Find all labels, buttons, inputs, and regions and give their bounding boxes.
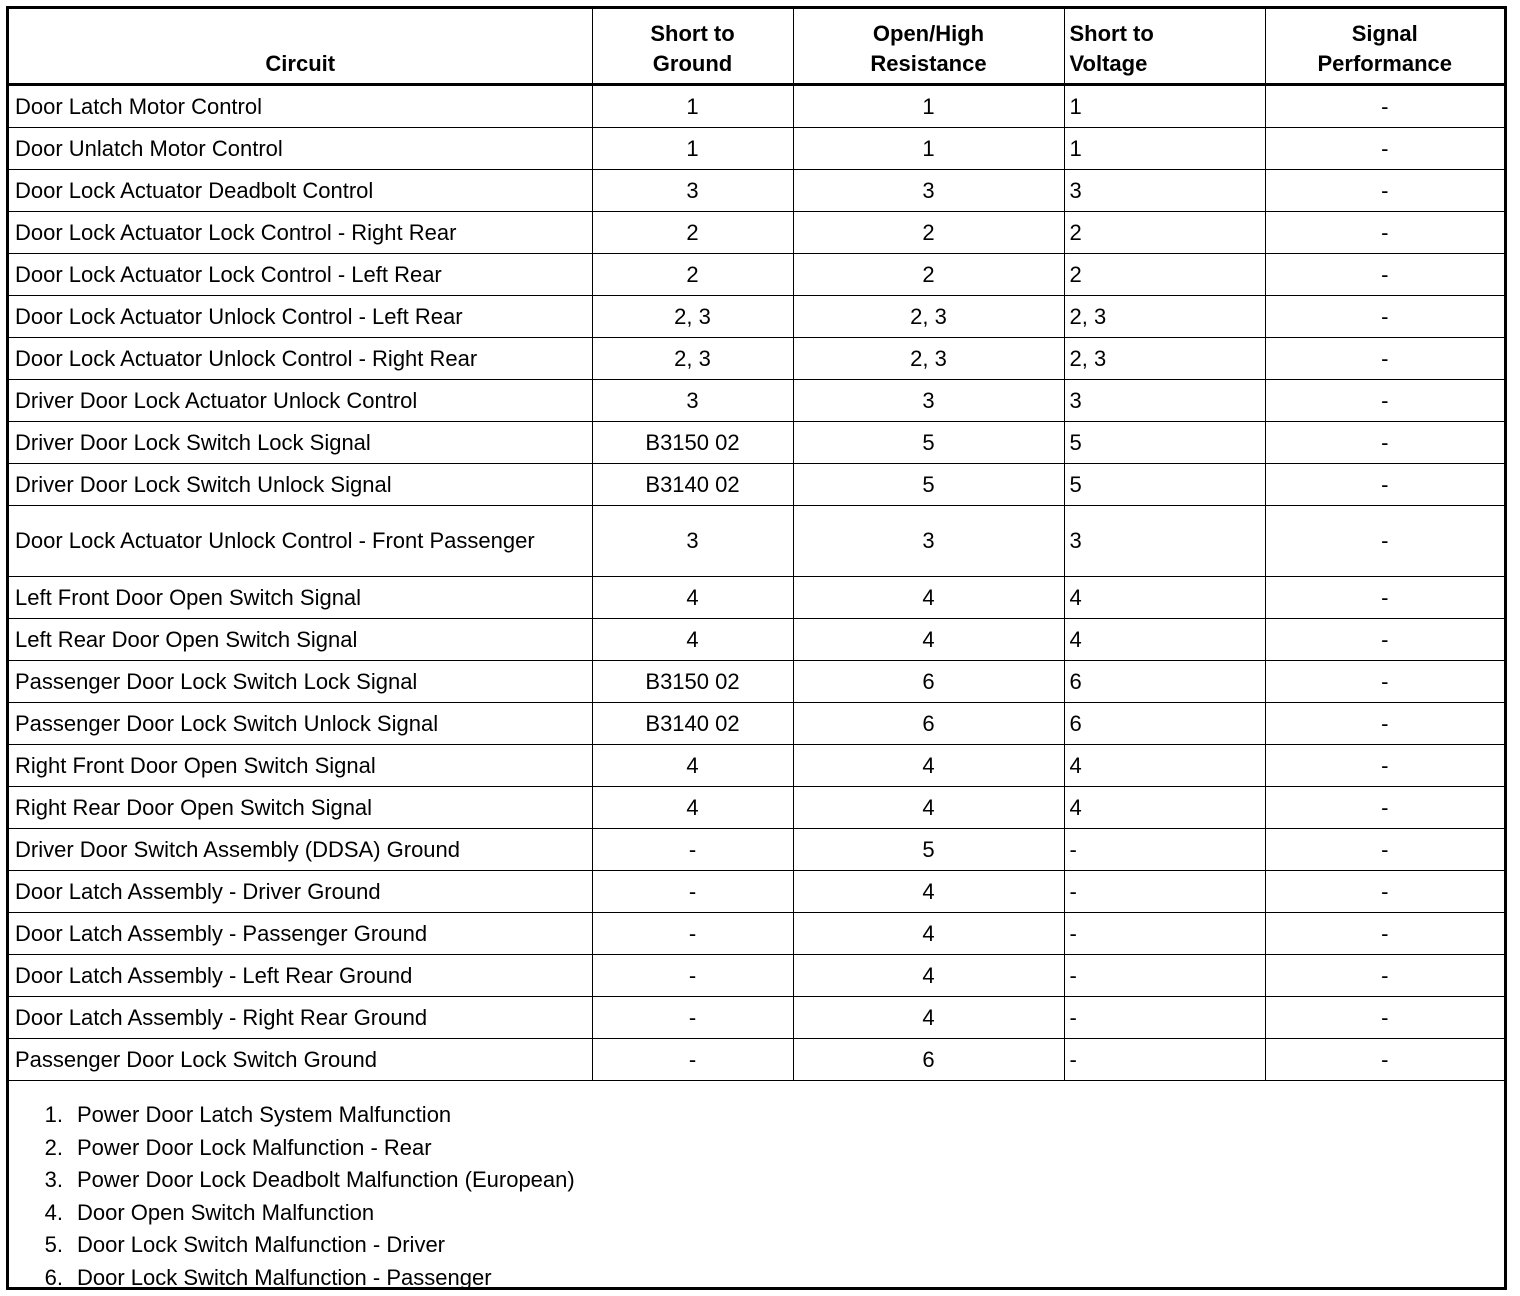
cell-short-to-voltage: 2 xyxy=(1064,212,1265,254)
cell-signal-performance: - xyxy=(1265,212,1504,254)
cell-short-to-ground: - xyxy=(592,1039,793,1081)
footnote-text: Power Door Lock Malfunction - Rear xyxy=(77,1134,432,1160)
footnote-item xyxy=(9,1229,1504,1262)
cell-signal-performance: - xyxy=(1265,745,1504,787)
cell-signal-performance: - xyxy=(1265,170,1504,212)
cell-short-to-ground: 4 xyxy=(592,745,793,787)
cell-open-high-resistance: 4 xyxy=(793,577,1064,619)
table-row xyxy=(9,212,1504,254)
cell-short-to-ground: - xyxy=(592,997,793,1039)
cell-short-to-voltage: - xyxy=(1064,997,1265,1039)
cell-circuit: Door Latch Assembly - Driver Ground xyxy=(9,871,592,913)
cell-circuit: Left Front Door Open Switch Signal xyxy=(9,577,592,619)
cell-short-to-ground: 4 xyxy=(592,787,793,829)
cell-short-to-voltage: 4 xyxy=(1064,745,1265,787)
cell-signal-performance: - xyxy=(1265,703,1504,745)
cell-short-to-voltage: 2, 3 xyxy=(1064,338,1265,380)
table-row xyxy=(9,296,1504,338)
table-row xyxy=(9,703,1504,745)
cell-short-to-ground: - xyxy=(592,829,793,871)
table-row xyxy=(9,955,1504,997)
cell-short-to-voltage: - xyxy=(1064,955,1265,997)
cell-open-high-resistance: 5 xyxy=(793,422,1064,464)
table-row xyxy=(9,661,1504,703)
footnotes-list xyxy=(9,1089,1504,1295)
cell-short-to-voltage: 5 xyxy=(1064,464,1265,506)
cell-open-high-resistance: 2 xyxy=(793,212,1064,254)
cell-short-to-ground: 2 xyxy=(592,212,793,254)
cell-open-high-resistance: 3 xyxy=(793,170,1064,212)
cell-open-high-resistance: 5 xyxy=(793,829,1064,871)
cell-signal-performance: - xyxy=(1265,997,1504,1039)
table-row xyxy=(9,170,1504,212)
cell-short-to-voltage: 2, 3 xyxy=(1064,296,1265,338)
cell-short-to-ground: 1 xyxy=(592,85,793,128)
cell-short-to-ground: B3140 02 xyxy=(592,703,793,745)
cell-circuit: Driver Door Lock Switch Lock Signal xyxy=(9,422,592,464)
cell-circuit: Passenger Door Lock Switch Lock Signal xyxy=(9,661,592,703)
cell-short-to-voltage: - xyxy=(1064,871,1265,913)
table-row xyxy=(9,829,1504,871)
table-row xyxy=(9,128,1504,170)
cell-short-to-voltage: 1 xyxy=(1064,128,1265,170)
table-row xyxy=(9,871,1504,913)
footnote-text: Door Open Switch Malfunction xyxy=(77,1199,375,1225)
cell-short-to-voltage: - xyxy=(1064,829,1265,871)
circuit-diagnostic-table xyxy=(9,9,1504,1081)
footnote-text: Door Lock Switch Malfunction - Driver xyxy=(77,1232,446,1258)
cell-signal-performance: - xyxy=(1265,955,1504,997)
table-row xyxy=(9,338,1504,380)
cell-short-to-ground: B3150 02 xyxy=(592,422,793,464)
table-row xyxy=(9,997,1504,1039)
footnote-number: 6. xyxy=(44,1264,63,1290)
footnote-text: Power Door Latch System Malfunction xyxy=(77,1102,452,1127)
cell-short-to-voltage: 4 xyxy=(1064,577,1265,619)
cell-short-to-ground: 4 xyxy=(592,619,793,661)
cell-signal-performance: - xyxy=(1265,661,1504,703)
cell-signal-performance: - xyxy=(1265,422,1504,464)
cell-open-high-resistance: 4 xyxy=(793,619,1064,661)
cell-circuit: Driver Door Lock Switch Unlock Signal xyxy=(9,464,592,506)
cell-short-to-voltage: 3 xyxy=(1064,170,1265,212)
cell-signal-performance: - xyxy=(1265,1039,1504,1081)
cell-open-high-resistance: 5 xyxy=(793,464,1064,506)
header-short-to-voltage: Short to Voltage xyxy=(1064,9,1265,85)
cell-open-high-resistance: 4 xyxy=(793,871,1064,913)
cell-signal-performance: - xyxy=(1265,338,1504,380)
cell-short-to-voltage: 4 xyxy=(1064,619,1265,661)
table-row xyxy=(9,787,1504,829)
table-row xyxy=(9,380,1504,422)
cell-circuit: Door Unlatch Motor Control xyxy=(9,128,592,170)
cell-open-high-resistance: 2, 3 xyxy=(793,338,1064,380)
cell-short-to-voltage: 6 xyxy=(1064,661,1265,703)
cell-signal-performance: - xyxy=(1265,787,1504,829)
cell-signal-performance: - xyxy=(1265,619,1504,661)
cell-short-to-voltage: 5 xyxy=(1064,422,1265,464)
table-row xyxy=(9,464,1504,506)
footnote-item xyxy=(9,1132,1504,1165)
cell-short-to-voltage: 3 xyxy=(1064,380,1265,422)
cell-open-high-resistance: 4 xyxy=(793,997,1064,1039)
cell-circuit: Door Lock Actuator Deadbolt Control xyxy=(9,170,592,212)
table-row xyxy=(9,506,1504,577)
cell-circuit: Door Latch Assembly - Left Rear Ground xyxy=(9,955,592,997)
cell-circuit: Right Rear Door Open Switch Signal xyxy=(9,787,592,829)
cell-signal-performance: - xyxy=(1265,506,1504,577)
cell-circuit: Passenger Door Lock Switch Ground xyxy=(9,1039,592,1081)
cell-signal-performance: - xyxy=(1265,871,1504,913)
table-row xyxy=(9,1039,1504,1081)
cell-short-to-ground: 2, 3 xyxy=(592,338,793,380)
cell-open-high-resistance: 4 xyxy=(793,913,1064,955)
cell-open-high-resistance: 4 xyxy=(793,955,1064,997)
cell-circuit: Door Lock Actuator Lock Control - Right Rear xyxy=(9,212,592,254)
footnote-item xyxy=(9,1262,1504,1295)
cell-short-to-ground: B3140 02 xyxy=(592,464,793,506)
cell-short-to-ground: 1 xyxy=(592,128,793,170)
cell-circuit: Door Lock Actuator Unlock Control - Front Passenger xyxy=(9,506,592,577)
table-row xyxy=(9,745,1504,787)
cell-signal-performance: - xyxy=(1265,85,1504,128)
cell-short-to-ground: 3 xyxy=(592,170,793,212)
cell-circuit: Door Lock Actuator Lock Control - Left Rear xyxy=(9,254,592,296)
header-row xyxy=(9,9,1504,85)
cell-short-to-ground: 3 xyxy=(592,380,793,422)
footnote-item xyxy=(9,1197,1504,1230)
cell-open-high-resistance: 1 xyxy=(793,128,1064,170)
cell-open-high-resistance: 6 xyxy=(793,661,1064,703)
cell-open-high-resistance: 3 xyxy=(793,506,1064,577)
table-row xyxy=(9,913,1504,955)
cell-open-high-resistance: 6 xyxy=(793,1039,1064,1081)
cell-open-high-resistance: 1 xyxy=(793,85,1064,128)
cell-signal-performance: - xyxy=(1265,380,1504,422)
cell-circuit: Door Latch Motor Control xyxy=(9,85,592,128)
cell-short-to-ground: 3 xyxy=(592,506,793,577)
footnote-number: 3. xyxy=(44,1167,63,1193)
cell-circuit: Door Latch Assembly - Right Rear Ground xyxy=(9,997,592,1039)
cell-signal-performance: - xyxy=(1265,128,1504,170)
cell-signal-performance: - xyxy=(1265,254,1504,296)
footnote-text: Power Door Lock Deadbolt Malfunction (European) xyxy=(77,1167,575,1193)
cell-signal-performance: - xyxy=(1265,829,1504,871)
footnote-number: 4. xyxy=(44,1199,63,1225)
cell-open-high-resistance: 4 xyxy=(793,787,1064,829)
cell-circuit: Driver Door Lock Actuator Unlock Control xyxy=(9,380,592,422)
cell-circuit: Driver Door Switch Assembly (DDSA) Ground xyxy=(9,829,592,871)
cell-circuit: Right Front Door Open Switch Signal xyxy=(9,745,592,787)
table-row xyxy=(9,254,1504,296)
footnote-number: 5. xyxy=(44,1232,63,1258)
header-circuit: Circuit xyxy=(9,9,592,85)
cell-short-to-voltage: - xyxy=(1064,1039,1265,1081)
footnote-text: Door Lock Switch Malfunction - Passenger xyxy=(77,1264,492,1290)
cell-open-high-resistance: 6 xyxy=(793,703,1064,745)
cell-short-to-voltage: 4 xyxy=(1064,787,1265,829)
cell-signal-performance: - xyxy=(1265,577,1504,619)
cell-signal-performance: - xyxy=(1265,296,1504,338)
cell-short-to-voltage: 2 xyxy=(1064,254,1265,296)
cell-short-to-voltage: - xyxy=(1064,913,1265,955)
footnote-number: 1. xyxy=(44,1102,63,1127)
footnote-item xyxy=(9,1164,1504,1197)
table-row xyxy=(9,422,1504,464)
cell-short-to-ground: - xyxy=(592,913,793,955)
cell-signal-performance: - xyxy=(1265,464,1504,506)
cell-open-high-resistance: 2, 3 xyxy=(793,296,1064,338)
table-row xyxy=(9,577,1504,619)
cell-short-to-ground: - xyxy=(592,955,793,997)
footnote-item xyxy=(9,1099,1504,1132)
cell-signal-performance: - xyxy=(1265,913,1504,955)
cell-short-to-voltage: 6 xyxy=(1064,703,1265,745)
cell-short-to-ground: 4 xyxy=(592,577,793,619)
cell-short-to-voltage: 3 xyxy=(1064,506,1265,577)
cell-short-to-ground: - xyxy=(592,871,793,913)
cell-short-to-voltage: 1 xyxy=(1064,85,1265,128)
header-short-to-ground: Short to Ground xyxy=(592,9,793,85)
footnote-number: 2. xyxy=(44,1134,63,1160)
cell-circuit: Door Lock Actuator Unlock Control - Right Rear xyxy=(9,338,592,380)
cell-open-high-resistance: 2 xyxy=(793,254,1064,296)
table-body xyxy=(9,85,1504,1081)
cell-circuit: Left Rear Door Open Switch Signal xyxy=(9,619,592,661)
cell-circuit: Passenger Door Lock Switch Unlock Signal xyxy=(9,703,592,745)
table-row xyxy=(9,619,1504,661)
cell-short-to-ground: 2 xyxy=(592,254,793,296)
cell-short-to-ground: 2, 3 xyxy=(592,296,793,338)
diagnostic-table-frame xyxy=(6,6,1507,1290)
cell-circuit: Door Lock Actuator Unlock Control - Left Rear xyxy=(9,296,592,338)
table-row xyxy=(9,85,1504,128)
cell-open-high-resistance: 4 xyxy=(793,745,1064,787)
header-open-high-resistance: Open/High Resistance xyxy=(793,9,1064,85)
header-signal-performance: Signal Performance xyxy=(1265,9,1504,85)
cell-short-to-ground: B3150 02 xyxy=(592,661,793,703)
cell-open-high-resistance: 3 xyxy=(793,380,1064,422)
cell-circuit: Door Latch Assembly - Passenger Ground xyxy=(9,913,592,955)
